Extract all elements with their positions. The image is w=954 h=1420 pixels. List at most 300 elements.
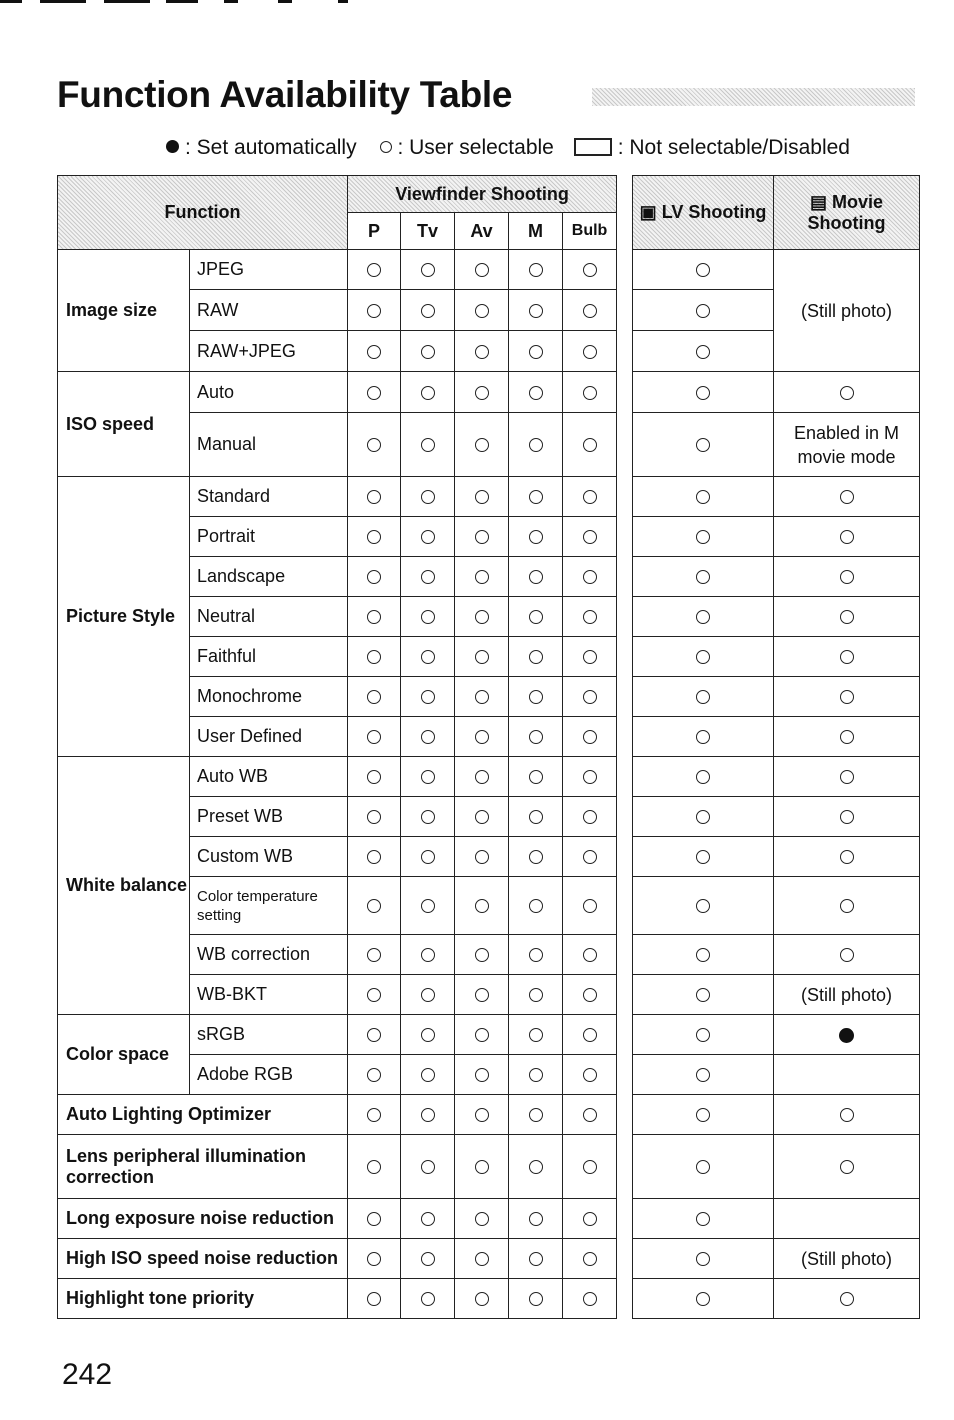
user-selectable-icon — [475, 570, 489, 584]
viewfinder-mode-cell — [401, 477, 455, 517]
table-row — [633, 877, 920, 935]
user-selectable-icon — [583, 1212, 597, 1226]
user-selectable-icon — [696, 386, 710, 400]
viewfinder-mode-cell — [509, 1199, 563, 1239]
user-selectable-icon — [529, 1292, 543, 1306]
function-label: High ISO speed noise reduction — [58, 1239, 348, 1279]
function-sub-label: Auto WB — [190, 757, 348, 797]
lv-cell — [633, 717, 774, 757]
user-selectable-icon — [367, 438, 381, 452]
viewfinder-mode-cell — [509, 935, 563, 975]
user-selectable-icon — [421, 570, 435, 584]
viewfinder-mode-cell — [401, 331, 455, 372]
function-group-label: Image size — [58, 250, 190, 372]
table-row — [58, 757, 617, 797]
function-sub-label: Portrait — [190, 517, 348, 557]
viewfinder-mode-cell — [563, 837, 617, 877]
function-sub-label: Landscape — [190, 557, 348, 597]
movie-cell — [774, 1279, 920, 1319]
lv-cell — [633, 1095, 774, 1135]
viewfinder-mode-cell — [455, 677, 509, 717]
lv-cell — [633, 413, 774, 477]
user-selectable-icon — [475, 1292, 489, 1306]
user-selectable-icon — [583, 899, 597, 913]
user-selectable-icon — [367, 730, 381, 744]
user-selectable-icon — [840, 570, 854, 584]
header-movie-label: Movie Shooting — [807, 191, 886, 233]
viewfinder-mode-cell — [563, 1279, 617, 1319]
table-row — [633, 557, 920, 597]
user-selectable-icon — [529, 570, 543, 584]
user-selectable-icon — [475, 770, 489, 784]
table-row — [633, 517, 920, 557]
viewfinder-mode-cell — [348, 1279, 401, 1319]
user-selectable-icon — [696, 1252, 710, 1266]
user-selectable-icon — [475, 690, 489, 704]
user-selectable-icon — [583, 1068, 597, 1082]
user-selectable-icon — [367, 1292, 381, 1306]
user-selectable-icon — [421, 1160, 435, 1174]
user-selectable-icon — [421, 899, 435, 913]
user-selectable-icon — [583, 304, 597, 318]
user-selectable-icon — [696, 570, 710, 584]
viewfinder-mode-cell — [455, 757, 509, 797]
function-group-label: Color space — [58, 1015, 190, 1095]
table-row — [58, 1015, 617, 1055]
table-row — [633, 1135, 920, 1199]
user-selectable-icon — [529, 650, 543, 664]
table-row — [633, 597, 920, 637]
viewfinder-mode-cell — [348, 331, 401, 372]
movie-cell — [774, 677, 920, 717]
open-circle-icon — [380, 141, 392, 153]
lv-movie-table — [632, 175, 920, 1319]
user-selectable-icon — [475, 490, 489, 504]
user-selectable-icon — [421, 988, 435, 1002]
viewfinder-mode-cell — [509, 797, 563, 837]
legend-disabled: Not selectable/Disabled — [629, 136, 850, 159]
user-selectable-icon — [529, 690, 543, 704]
user-selectable-icon — [529, 850, 543, 864]
lv-cell — [633, 975, 774, 1015]
viewfinder-mode-cell — [455, 1199, 509, 1239]
viewfinder-mode-cell — [401, 837, 455, 877]
viewfinder-mode-cell — [401, 372, 455, 413]
user-selectable-icon — [367, 530, 381, 544]
user-selectable-icon — [529, 345, 543, 359]
viewfinder-mode-cell — [563, 331, 617, 372]
viewfinder-mode-cell — [348, 413, 401, 477]
viewfinder-mode-cell — [455, 517, 509, 557]
user-selectable-icon — [583, 438, 597, 452]
user-selectable-icon — [583, 386, 597, 400]
user-selectable-icon — [583, 1292, 597, 1306]
user-selectable-icon — [475, 386, 489, 400]
table-row — [633, 1095, 920, 1135]
user-selectable-icon — [529, 988, 543, 1002]
user-selectable-icon — [421, 263, 435, 277]
viewfinder-table — [57, 175, 617, 1319]
viewfinder-mode-cell — [563, 557, 617, 597]
lv-cell — [633, 1279, 774, 1319]
viewfinder-mode-cell — [509, 1239, 563, 1279]
filled-circle-icon — [166, 140, 179, 153]
table-row — [58, 1239, 617, 1279]
user-selectable-icon — [583, 490, 597, 504]
viewfinder-mode-cell — [401, 1135, 455, 1199]
user-selectable-icon — [529, 1212, 543, 1226]
viewfinder-mode-cell — [401, 557, 455, 597]
viewfinder-mode-cell — [509, 517, 563, 557]
viewfinder-mode-cell — [563, 1095, 617, 1135]
auto-set-icon — [839, 1028, 854, 1043]
viewfinder-mode-cell — [348, 637, 401, 677]
viewfinder-mode-cell — [455, 1239, 509, 1279]
user-selectable-icon — [367, 690, 381, 704]
movie-cell — [774, 757, 920, 797]
user-selectable-icon — [529, 386, 543, 400]
user-selectable-icon — [529, 899, 543, 913]
viewfinder-mode-cell — [348, 935, 401, 975]
user-selectable-icon — [475, 650, 489, 664]
table-row — [633, 757, 920, 797]
user-selectable-icon — [696, 438, 710, 452]
user-selectable-icon — [583, 690, 597, 704]
viewfinder-mode-cell — [401, 1199, 455, 1239]
viewfinder-mode-cell — [401, 1015, 455, 1055]
user-selectable-icon — [583, 850, 597, 864]
user-selectable-icon — [421, 770, 435, 784]
viewfinder-mode-cell — [455, 1135, 509, 1199]
user-selectable-icon — [529, 730, 543, 744]
user-selectable-icon — [696, 345, 710, 359]
viewfinder-mode-cell — [563, 250, 617, 290]
viewfinder-mode-cell — [348, 1015, 401, 1055]
movie-cell — [774, 877, 920, 935]
lv-cell — [633, 477, 774, 517]
lv-cell — [633, 557, 774, 597]
lv-cell — [633, 1015, 774, 1055]
viewfinder-mode-cell — [563, 797, 617, 837]
table-row — [633, 250, 920, 290]
user-selectable-icon — [529, 530, 543, 544]
viewfinder-mode-cell — [401, 717, 455, 757]
function-sub-label: Custom WB — [190, 837, 348, 877]
user-selectable-icon — [475, 345, 489, 359]
function-sub-label: Neutral — [190, 597, 348, 637]
viewfinder-mode-cell — [348, 677, 401, 717]
viewfinder-mode-cell — [348, 975, 401, 1015]
user-selectable-icon — [529, 490, 543, 504]
function-group-label: Picture Style — [58, 477, 190, 757]
user-selectable-icon — [529, 1108, 543, 1122]
viewfinder-mode-cell — [563, 597, 617, 637]
function-group-label: ISO speed — [58, 372, 190, 477]
user-selectable-icon — [583, 988, 597, 1002]
viewfinder-mode-cell — [455, 935, 509, 975]
movie-cell — [774, 477, 920, 517]
mode-tv: Tv — [401, 213, 455, 250]
viewfinder-mode-cell — [455, 557, 509, 597]
viewfinder-mode-cell — [509, 637, 563, 677]
lv-cell — [633, 1135, 774, 1199]
user-selectable-icon — [421, 345, 435, 359]
viewfinder-mode-cell — [455, 290, 509, 331]
user-selectable-icon — [475, 899, 489, 913]
viewfinder-mode-cell — [509, 677, 563, 717]
table-row — [633, 1239, 920, 1279]
user-selectable-icon — [421, 730, 435, 744]
viewfinder-mode-cell — [348, 797, 401, 837]
user-selectable-icon — [367, 899, 381, 913]
header-viewfinder: Viewfinder Shooting — [348, 176, 617, 213]
movie-cell — [774, 1199, 920, 1239]
user-selectable-icon — [583, 948, 597, 962]
table-row — [58, 477, 617, 517]
table-row — [633, 1055, 920, 1095]
user-selectable-icon — [696, 263, 710, 277]
user-selectable-icon — [529, 1068, 543, 1082]
viewfinder-mode-cell — [509, 331, 563, 372]
user-selectable-icon — [475, 263, 489, 277]
user-selectable-icon — [840, 650, 854, 664]
viewfinder-mode-cell — [348, 757, 401, 797]
viewfinder-mode-cell — [563, 1015, 617, 1055]
viewfinder-mode-cell — [455, 975, 509, 1015]
header-function: Function — [58, 176, 348, 250]
user-selectable-icon — [696, 490, 710, 504]
movie-cell — [774, 797, 920, 837]
lv-cell — [633, 331, 774, 372]
viewfinder-mode-cell — [455, 637, 509, 677]
header-lv-label: LV Shooting — [661, 202, 767, 222]
viewfinder-mode-cell — [401, 877, 455, 935]
user-selectable-icon — [696, 1108, 710, 1122]
user-selectable-icon — [840, 1292, 854, 1306]
viewfinder-mode-cell — [401, 1055, 455, 1095]
user-selectable-icon — [367, 948, 381, 962]
table-row — [633, 1199, 920, 1239]
viewfinder-mode-cell — [509, 1015, 563, 1055]
function-group-label: White balance — [58, 757, 190, 1015]
viewfinder-mode-cell — [563, 637, 617, 677]
user-selectable-icon — [367, 770, 381, 784]
user-selectable-icon — [421, 610, 435, 624]
user-selectable-icon — [475, 610, 489, 624]
user-selectable-icon — [840, 1108, 854, 1122]
user-selectable-icon — [840, 490, 854, 504]
user-selectable-icon — [529, 438, 543, 452]
user-selectable-icon — [696, 690, 710, 704]
user-selectable-icon — [475, 1028, 489, 1042]
user-selectable-icon — [529, 1252, 543, 1266]
table-row — [58, 1199, 617, 1239]
user-selectable-icon — [475, 1160, 489, 1174]
viewfinder-mode-cell — [348, 1239, 401, 1279]
viewfinder-mode-cell — [455, 797, 509, 837]
viewfinder-mode-cell — [348, 1135, 401, 1199]
user-selectable-icon — [367, 610, 381, 624]
table-row — [58, 1279, 617, 1319]
user-selectable-icon — [696, 610, 710, 624]
lv-cell — [633, 1199, 774, 1239]
mode-av: Av — [455, 213, 509, 250]
user-selectable-icon — [583, 810, 597, 824]
user-selectable-icon — [421, 1108, 435, 1122]
user-selectable-icon — [421, 530, 435, 544]
viewfinder-mode-cell — [509, 372, 563, 413]
user-selectable-icon — [696, 988, 710, 1002]
function-label: Lens peripheral illumination correction — [58, 1135, 348, 1199]
function-sub-label: Standard — [190, 477, 348, 517]
legend-user: User selectable — [409, 136, 554, 159]
user-selectable-icon — [840, 690, 854, 704]
user-selectable-icon — [583, 610, 597, 624]
user-selectable-icon — [696, 770, 710, 784]
user-selectable-icon — [367, 386, 381, 400]
viewfinder-mode-cell — [348, 877, 401, 935]
table-row — [633, 677, 920, 717]
viewfinder-mode-cell — [348, 372, 401, 413]
user-selectable-icon — [367, 345, 381, 359]
function-sub-label: Color temperature setting — [190, 877, 348, 935]
user-selectable-icon — [475, 304, 489, 318]
viewfinder-mode-cell — [401, 290, 455, 331]
viewfinder-mode-cell — [401, 677, 455, 717]
movie-cell — [774, 935, 920, 975]
user-selectable-icon — [421, 948, 435, 962]
function-sub-label: RAW — [190, 290, 348, 331]
viewfinder-mode-cell — [563, 935, 617, 975]
user-selectable-icon — [529, 263, 543, 277]
user-selectable-icon — [421, 438, 435, 452]
user-selectable-icon — [696, 1160, 710, 1174]
user-selectable-icon — [840, 530, 854, 544]
user-selectable-icon — [696, 850, 710, 864]
user-selectable-icon — [367, 650, 381, 664]
user-selectable-icon — [696, 304, 710, 318]
movie-cell: (Still photo) — [774, 250, 920, 372]
movie-cell — [774, 1095, 920, 1135]
user-selectable-icon — [696, 1068, 710, 1082]
user-selectable-icon — [583, 1028, 597, 1042]
table-row — [633, 717, 920, 757]
lv-cell — [633, 837, 774, 877]
user-selectable-icon — [421, 1028, 435, 1042]
mode-m: M — [509, 213, 563, 250]
viewfinder-mode-cell — [348, 1055, 401, 1095]
user-selectable-icon — [696, 899, 710, 913]
movie-cell — [774, 597, 920, 637]
viewfinder-mode-cell — [563, 477, 617, 517]
user-selectable-icon — [583, 770, 597, 784]
viewfinder-mode-cell — [401, 1279, 455, 1319]
user-selectable-icon — [421, 1252, 435, 1266]
viewfinder-mode-cell — [563, 717, 617, 757]
table-row — [633, 975, 920, 1015]
user-selectable-icon — [475, 530, 489, 544]
viewfinder-mode-cell — [401, 757, 455, 797]
viewfinder-mode-cell — [401, 975, 455, 1015]
user-selectable-icon — [840, 730, 854, 744]
user-selectable-icon — [840, 1160, 854, 1174]
viewfinder-mode-cell — [509, 1095, 563, 1135]
user-selectable-icon — [696, 730, 710, 744]
viewfinder-mode-cell — [455, 837, 509, 877]
user-selectable-icon — [475, 1252, 489, 1266]
user-selectable-icon — [583, 1252, 597, 1266]
user-selectable-icon — [529, 810, 543, 824]
lv-cell — [633, 597, 774, 637]
header-movie — [774, 176, 920, 250]
user-selectable-icon — [475, 850, 489, 864]
user-selectable-icon — [421, 1068, 435, 1082]
function-sub-label: Manual — [190, 413, 348, 477]
viewfinder-mode-cell — [509, 290, 563, 331]
viewfinder-mode-cell — [348, 837, 401, 877]
viewfinder-mode-cell — [563, 757, 617, 797]
viewfinder-mode-cell — [401, 413, 455, 477]
lv-cell — [633, 372, 774, 413]
movie-cell — [774, 1015, 920, 1055]
user-selectable-icon — [421, 690, 435, 704]
movie-cell: Enabled in M movie mode — [774, 413, 920, 477]
user-selectable-icon — [529, 1160, 543, 1174]
user-selectable-icon — [421, 650, 435, 664]
user-selectable-icon — [421, 810, 435, 824]
user-selectable-icon — [696, 1028, 710, 1042]
function-label: Auto Lighting Optimizer — [58, 1095, 348, 1135]
viewfinder-mode-cell — [563, 372, 617, 413]
user-selectable-icon — [367, 810, 381, 824]
user-selectable-icon — [696, 948, 710, 962]
viewfinder-mode-cell — [455, 250, 509, 290]
viewfinder-mode-cell — [563, 413, 617, 477]
table-row — [633, 935, 920, 975]
function-sub-label: WB correction — [190, 935, 348, 975]
user-selectable-icon — [583, 1160, 597, 1174]
user-selectable-icon — [475, 1212, 489, 1226]
viewfinder-mode-cell — [563, 517, 617, 557]
viewfinder-mode-cell — [401, 1095, 455, 1135]
movie-cell — [774, 372, 920, 413]
viewfinder-mode-cell — [563, 1199, 617, 1239]
viewfinder-mode-cell — [401, 597, 455, 637]
lv-cell — [633, 250, 774, 290]
viewfinder-mode-cell — [455, 877, 509, 935]
function-sub-label: Adobe RGB — [190, 1055, 348, 1095]
lv-cell — [633, 677, 774, 717]
user-selectable-icon — [367, 988, 381, 1002]
user-selectable-icon — [840, 810, 854, 824]
movie-cell — [774, 1055, 920, 1095]
user-selectable-icon — [583, 650, 597, 664]
user-selectable-icon — [696, 810, 710, 824]
function-sub-label: Monochrome — [190, 677, 348, 717]
viewfinder-mode-cell — [348, 517, 401, 557]
user-selectable-icon — [840, 770, 854, 784]
viewfinder-mode-cell — [509, 1279, 563, 1319]
user-selectable-icon — [367, 263, 381, 277]
user-selectable-icon — [367, 570, 381, 584]
viewfinder-mode-cell — [455, 1095, 509, 1135]
viewfinder-mode-cell — [348, 717, 401, 757]
user-selectable-icon — [367, 304, 381, 318]
user-selectable-icon — [529, 304, 543, 318]
lv-cell — [633, 1055, 774, 1095]
movie-cell — [774, 1135, 920, 1199]
user-selectable-icon — [421, 386, 435, 400]
